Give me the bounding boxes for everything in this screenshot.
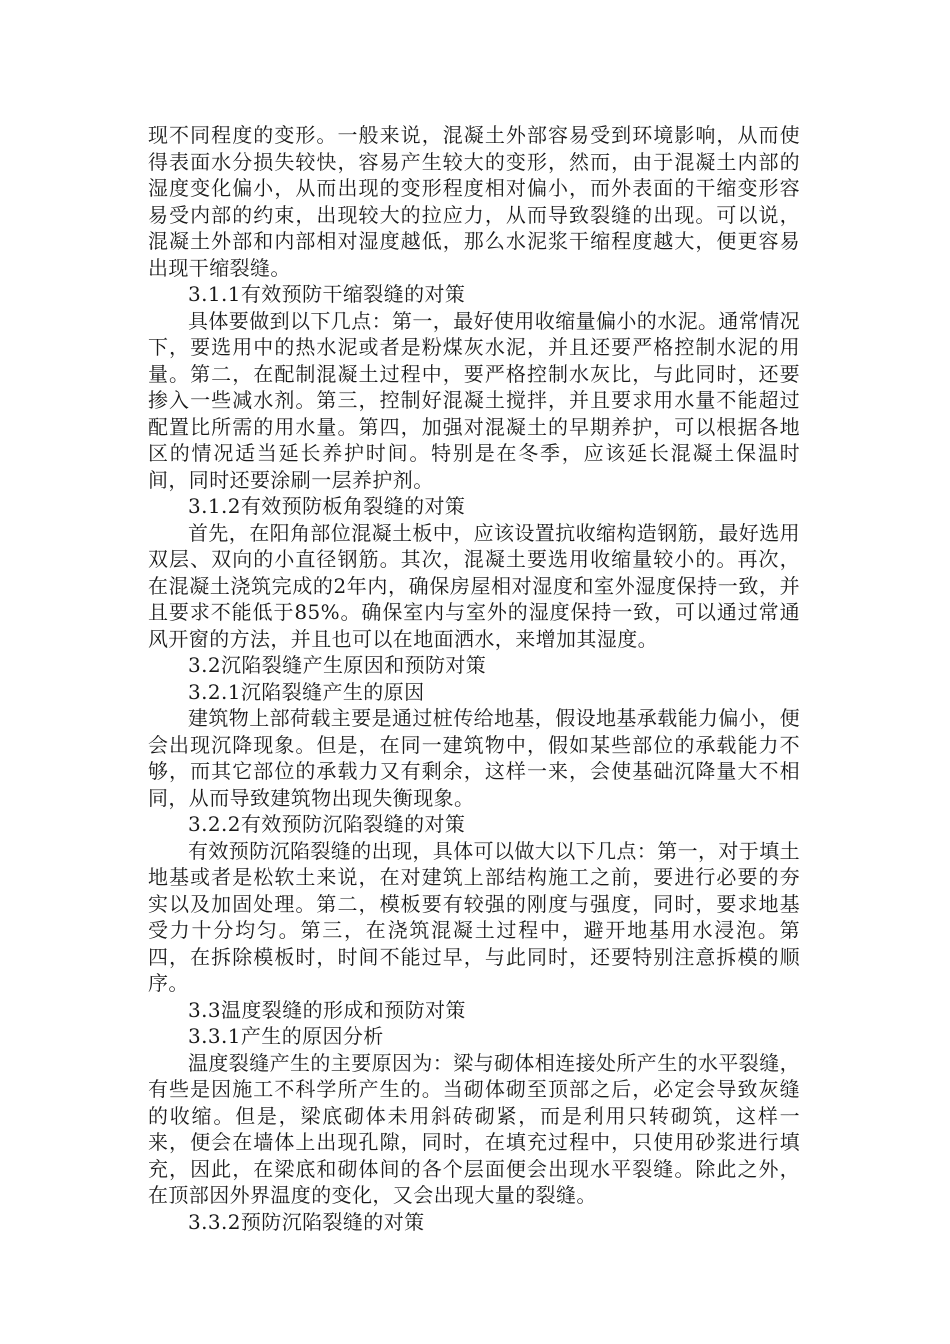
section-heading: 3.1.2有效预防板角裂缝的对策 xyxy=(188,494,466,518)
body-paragraph: 现不同程度的变形。一般来说，混凝土外部容易受到环境影响，从而使得表面水分损失较快，容易产生较大的变形，然而，由于混凝土内部的湿度变化偏小，从而出现的变形程度相对偏小，而外表面的干缩变形容易受内部的约束，出现较大的拉应力，从而导致裂缝的出现。可以说，混凝土外部和内部相对湿度越低，那么水泥浆干缩程度越大，便更容易出现干缩裂缝。 xyxy=(148,123,800,280)
section-heading: 3.2.2有效预防沉陷裂缝的对策 xyxy=(188,812,466,836)
section-heading: 3.3.2预防沉陷裂缝的对策 xyxy=(188,1209,425,1234)
section-heading: 3.3温度裂缝的形成和预防对策 xyxy=(188,997,466,1022)
body-paragraph: 有效预防沉陷裂缝的出现，具体可以做大以下几点：第一，对于填土地基或者是松软土来说，在对建筑上部结构施工之前，要进行必要的夯实以及加固处理。第二，模板要有较强的刚度与强度，同时，要求地基受力十分均匀。第三，在浇筑混凝土过程中，避开地基用水浸泡。第四，在拆除模板时，时间不能过早，与此同时，还要特别注意拆模的顺序。 xyxy=(148,838,800,995)
body-paragraph: 建筑物上部荷载主要是通过桩传给地基，假设地基承载能力偏小，便会出现沉降现象。但是，在同一建筑物中，假如某些部位的承载能力不够，而其它部位的承载力又有剩余，这样一来，会使基础沉降量大不相同，从而导致建筑物出现失衡现象。 xyxy=(148,706,800,810)
section-heading: 3.2.1沉陷裂缝产生的原因 xyxy=(188,679,425,704)
section-heading: 3.1.1有效预防干缩裂缝的对策 xyxy=(188,282,466,306)
section-heading: 3.2沉陷裂缝产生原因和预防对策 xyxy=(188,653,487,677)
document-body xyxy=(148,122,800,1235)
body-paragraph: 首先，在阳角部位混凝土板中，应该设置抗收缩构造钢筋，最好选用双层、双向的小直径钢筋。其次，混凝土要选用收缩量较小的。再次，在混凝土浇筑完成的2年内，确保房屋相对湿度和室外湿度保持一致，并且要求不能低于85%。确保室内与室外的湿度保持一致，可以通过常通风开窗的方法，并且也可以在地面洒水，来增加其湿度。 xyxy=(148,520,800,651)
section-heading: 3.3.1产生的原因分析 xyxy=(188,1024,384,1048)
body-paragraph: 具体要做到以下几点：第一，最好使用收缩量偏小的水泥。通常情况下，要选用中的热水泥或者是粉煤灰水泥，并且还要严格控制水泥的用量。第二，在配制混凝土过程中，要严格控制水灰比，与此同时，还要掺入一些减水剂。第三，控制好混凝土搅拌，并且要求用水量不能超过配置比所需的用水量。第四，加强对混凝土的早期养护，可以根据各地区的情况适当延长养护时间。特别是在冬季，应该延长混凝土保温时间，同时还要涂刷一层养护剂。 xyxy=(148,308,800,492)
body-paragraph: 温度裂缝产生的主要原因为：梁与砌体相连接处所产生的水平裂缝，有些是因施工不科学所产生的。当砌体砌至顶部之后，必定会导致灰缝的收缩。但是，梁底砌体未用斜砖砌紧，而是利用只转砌筑，这样一来，便会在墙体上出现孔隙，同时，在填充过程中，只使用砂浆进行填充，因此，在梁底和砌体间的各个层面便会出现水平裂缝。除此之外，在顶部因外界温度的变化，又会出现大量的裂缝。 xyxy=(148,1050,800,1207)
